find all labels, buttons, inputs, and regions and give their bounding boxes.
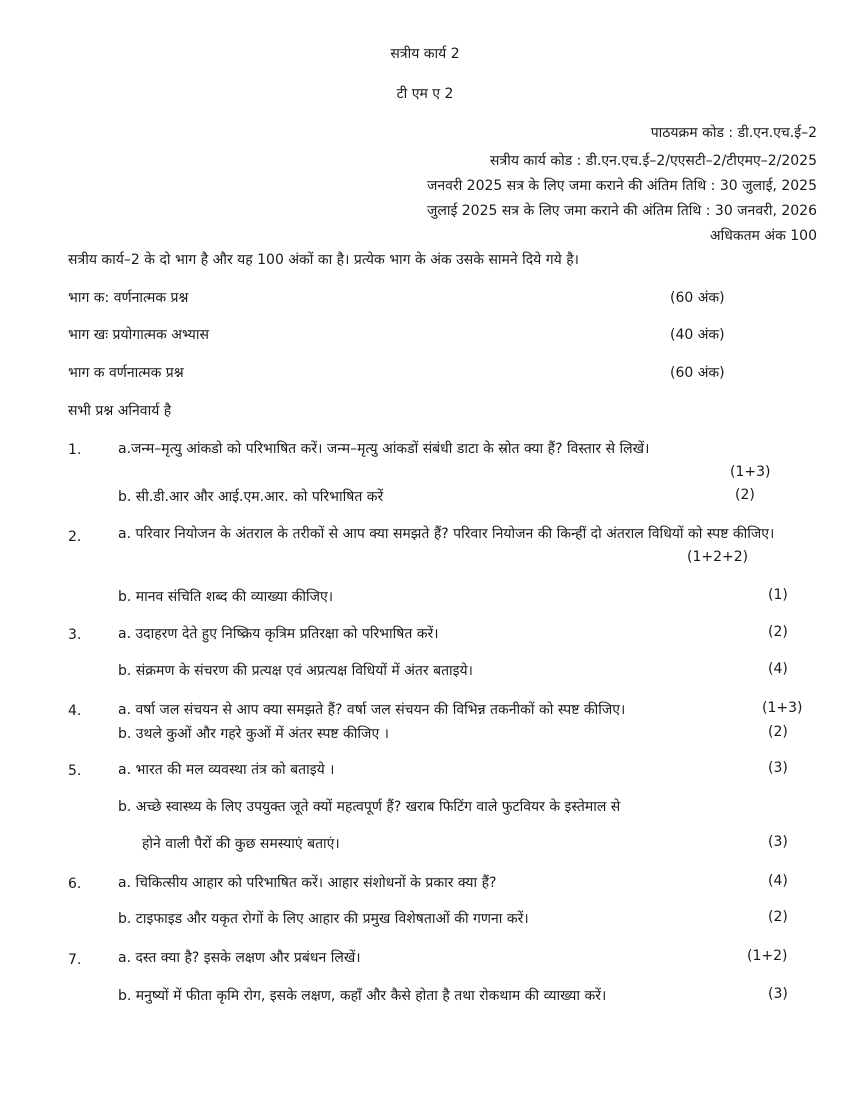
question-part-b: b. उथले कुओं और गहरे कुओं में अंतर स्पष्ट कीजिए ।: [118, 726, 389, 742]
question-part-b: b. टाइफाइड और यकृत रोगों के लिए आहार की प्रमुख विशेषताओं की गणना करें।: [118, 911, 529, 927]
question-part-a: a. परिवार नियोजन के अंतराल के तरीकों से आप क्या समझते हैं? परिवार नियोजन की किन्हीं दो अंतराल विधियों को स्पष्ट कीजिए।: [118, 526, 775, 542]
question-marks: (3): [768, 986, 788, 1002]
question-number: 7.: [68, 952, 82, 968]
part-label: भाग खः प्रयोगात्मक अभ्यास: [68, 327, 209, 343]
question-number: 5.: [68, 763, 82, 779]
question-part-a: a. चिकित्सीय आहार को परिभाषित करें। आहार संशोधनों के प्रकार क्या हैं?: [118, 875, 497, 891]
question-part-b: b. सी.डी.आर और आई.एम.आर. को परिभाषित करें: [118, 489, 384, 505]
question-number: 2.: [68, 529, 82, 545]
question-number: 6.: [68, 876, 82, 892]
question-number: 3.: [68, 627, 82, 643]
question-number: 4.: [68, 703, 82, 719]
question-marks: (2): [768, 624, 788, 640]
question-marks: (1+2): [747, 948, 788, 964]
question-marks: (3): [768, 760, 788, 776]
question-part-a: a. दस्त क्या है? इसके लक्षण और प्रबंधन लिखें।: [118, 950, 361, 966]
question-part-a: a.जन्म–मृत्यु आंकडो को परिभाषित करें। जन्म–मृत्यु आंकडों संबंधी डाटा के स्रोत क्या हैं? विस्तार से लिखें।: [118, 441, 650, 457]
question-marks: (2): [735, 487, 755, 503]
question-marks: (4): [768, 661, 788, 677]
question-part-b-continued: होने वाली पैरों की कुछ समस्याएं बताएं।: [142, 836, 340, 852]
assignment-code: सत्रीय कार्य कोड : डी.एन.एच.ई–2/एएसटी–2/टीएमए–2/2025: [490, 153, 817, 169]
question-part-a: a. भारत की मल व्यवस्था तंत्र को बताइये ।: [118, 762, 335, 778]
question-part-b: b. अच्छे स्वास्थ्य के लिए उपयुक्त जूते क्यों महत्वपूर्ण हैं? खराब फिटिंग वाले फुटवियर के इस्तेमाल से: [118, 799, 621, 815]
course-code: पाठयक्रम कोड : डी.एन.एच.ई–2: [650, 125, 817, 141]
intro-text: सत्रीय कार्य–2 के दो भाग है और यह 100 अंकों का है। प्रत्येक भाग के अंक उसके सामने दिये गये है।: [68, 252, 579, 268]
deadline-july: जुलाई 2025 सत्र के लिए जमा कराने की अंतिम तिथि : 30 जनवरी, 2026: [426, 203, 817, 219]
question-part-b: b. मनुष्यों में फीता कृमि रोग, इसके लक्षण, कहाँ और कैसे होता है तथा रोकथाम की व्याख्या करें।: [118, 988, 607, 1004]
question-part-a: a. उदाहरण देते हुए निष्क्रिय कृत्रिम प्रतिरक्षा को परिभाषित करें।: [118, 626, 439, 642]
question-number: 1.: [68, 442, 82, 458]
part-marks: (40 अंक): [670, 327, 725, 343]
question-part-b: b. संक्रमण के संचरण की प्रत्यक्ष एवं अप्रत्यक्ष विधियों में अंतर बताइये।: [118, 663, 473, 679]
part-label: भाग क: वर्णनात्मक प्रश्न: [68, 290, 189, 306]
part-marks: (60 अंक): [670, 365, 725, 381]
compulsory-note: सभी प्रश्न अनिवार्य है: [68, 403, 172, 419]
max-marks: अधिकतम अंक 100: [709, 228, 817, 244]
question-marks: (2): [768, 909, 788, 925]
part-label: भाग क वर्णनात्मक प्रश्न: [68, 365, 184, 381]
question-part-a: a. वर्षा जल संचयन से आप क्या समझते हैं? वर्षा जल संचयन की विभिन्न तकनीकों को स्पष्ट कीजिए।: [118, 702, 626, 718]
question-marks: (4): [768, 873, 788, 889]
question-marks: (3): [768, 834, 788, 850]
question-marks: (2): [768, 724, 788, 740]
question-marks: (1+3): [730, 464, 771, 480]
question-part-b: b. मानव संचिति शब्द की व्याख्या कीजिए।: [118, 589, 334, 605]
question-marks: (1+3): [762, 700, 803, 716]
question-marks: (1+2+2): [687, 549, 749, 565]
question-marks: (1): [768, 587, 788, 603]
part-marks: (60 अंक): [670, 290, 725, 306]
tma-subtitle: टी एम ए 2: [396, 86, 454, 102]
assignment-title: सत्रीय कार्य 2: [390, 46, 460, 62]
deadline-january: जनवरी 2025 सत्र के लिए जमा कराने की अंतिम तिथि : 30 जुलाई, 2025: [426, 178, 817, 194]
